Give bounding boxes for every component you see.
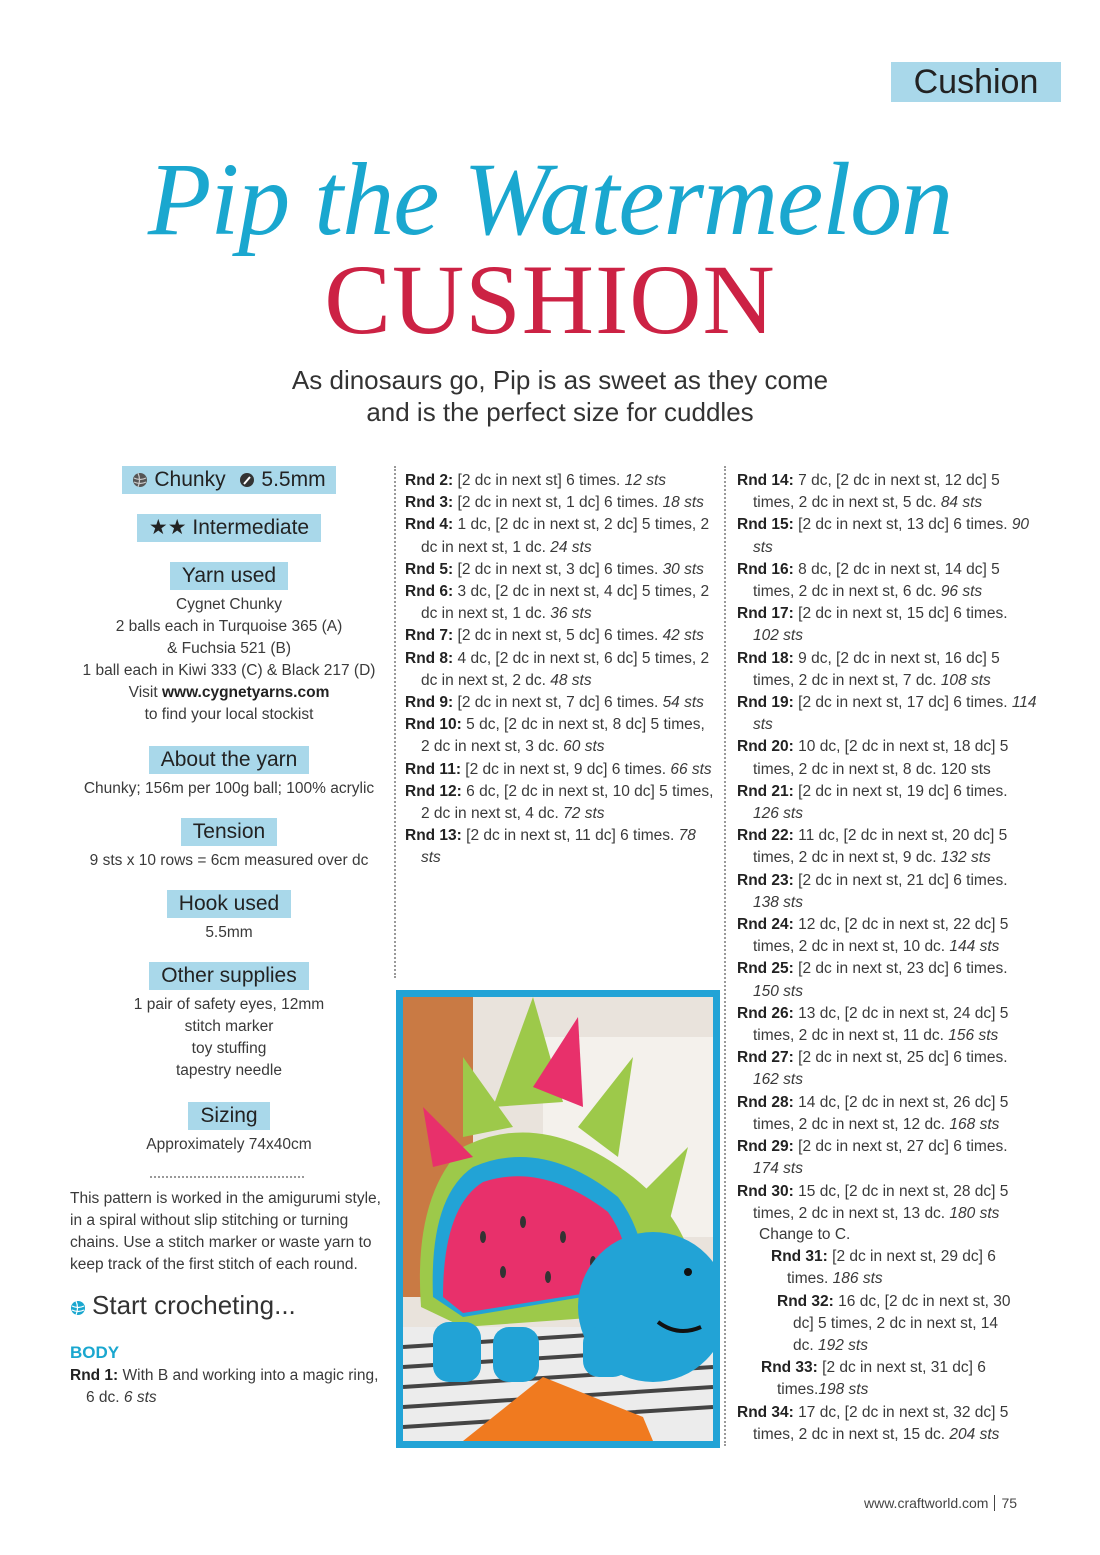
round-text: [2 dc in next st, 29 dc] 6 times. bbox=[787, 1248, 996, 1288]
round-text: 5 dc, [2 dc in next st, 8 dc] 5 times, 2 dc in next st, 3 dc. bbox=[421, 716, 705, 756]
hook-size: 5.5mm bbox=[261, 468, 326, 491]
pattern-round bbox=[405, 825, 717, 869]
divider bbox=[150, 1176, 304, 1178]
pattern-column-3-end bbox=[737, 1224, 1037, 1446]
pattern-round bbox=[405, 492, 717, 514]
pattern-round bbox=[737, 1003, 1037, 1047]
round-label: Rnd 5: bbox=[405, 560, 454, 578]
info-line: Cygnet Chunky bbox=[176, 596, 282, 613]
round-label: Rnd 19: bbox=[737, 694, 794, 712]
pattern-round bbox=[405, 514, 717, 558]
round-text: [2 dc in next st, 17 dc] 6 times. bbox=[793, 694, 1012, 712]
round-sts: 198 sts bbox=[818, 1381, 869, 1399]
round-label: Rnd 13: bbox=[405, 827, 462, 845]
pattern-round bbox=[737, 1136, 1037, 1180]
round-label: Rnd 24: bbox=[737, 916, 794, 934]
other-supplies-heading: Other supplies bbox=[149, 962, 308, 990]
round-sts: 144 sts bbox=[949, 938, 1000, 956]
round-text: 11 dc, [2 dc in next st, 20 dc] 5 times, 2 dc in next st, 9 dc. bbox=[753, 827, 1008, 867]
round-text: 6 dc, [2 dc in next st, 10 dc] 5 times, 2 dc in next st, 4 dc. bbox=[421, 782, 714, 823]
pattern-round bbox=[405, 714, 717, 758]
round-text: 9 dc, [2 dc in next st, 16 dc] 5 times, 2 dc in next st, 7 dc. bbox=[753, 649, 1000, 689]
round-label: Rnd 9: bbox=[405, 694, 454, 712]
round-sts: 138 sts bbox=[753, 893, 803, 911]
pattern-round bbox=[737, 870, 1037, 914]
round-sts: 12 sts bbox=[624, 472, 667, 489]
round-sts: 48 sts bbox=[550, 671, 592, 689]
round-text: [2 dc in next st, 7 dc] 6 times. bbox=[453, 694, 663, 712]
round-label: Rnd 15: bbox=[737, 516, 794, 534]
yarn-weight: Chunky bbox=[154, 468, 226, 491]
round-text: 1 dc, [2 dc in next st, 2 dc] 5 times, 2 dc in next st, 1 dc. bbox=[421, 516, 710, 556]
yarn-used-heading: Yarn used bbox=[170, 562, 288, 590]
change-note: Change to C. bbox=[759, 1226, 851, 1243]
round-sts: 156 sts bbox=[948, 1027, 999, 1045]
round-33 bbox=[761, 1357, 1017, 1401]
round-text: 12 dc, [2 dc in next st, 22 dc] 5 times, 2 dc in next st, 10 dc. bbox=[753, 916, 1009, 956]
pattern-round bbox=[737, 559, 1037, 603]
round-label: Rnd 21: bbox=[737, 782, 794, 800]
round-sts: 204 sts bbox=[949, 1425, 1000, 1443]
pattern-round bbox=[737, 692, 1037, 736]
round-sts: 96 sts bbox=[940, 583, 983, 601]
round-text: [2 dc in next st, 27 dc] 6 times. bbox=[793, 1138, 1008, 1156]
pattern-round bbox=[737, 736, 1037, 780]
round-sts: 132 sts bbox=[940, 849, 991, 867]
round-sts: 168 sts bbox=[949, 1115, 1000, 1133]
round-text: 8 dc, [2 dc in next st, 14 dc] 5 times, 2 dc in next st, 6 dc. bbox=[753, 560, 1000, 601]
round-sts: 54 sts bbox=[662, 694, 704, 712]
round-sts: 84 sts bbox=[940, 494, 983, 512]
round-label: Rnd 16: bbox=[737, 560, 794, 578]
round-text: [2 dc in next st, 3 dc] 6 times. bbox=[453, 560, 663, 578]
round-text: [2 dc in next st, 5 dc] 6 times. bbox=[453, 627, 663, 645]
round-text: With B and working into a magic ring, 6 dc. bbox=[86, 1367, 379, 1407]
pattern-round bbox=[737, 603, 1037, 647]
round-label: Rnd 31: bbox=[771, 1248, 828, 1266]
pattern-round bbox=[405, 470, 717, 492]
round-sts: 72 sts bbox=[563, 805, 605, 823]
standfirst-line: and is the perfect size for cuddles bbox=[366, 397, 754, 427]
sizing-heading: Sizing bbox=[188, 1102, 269, 1130]
pattern-round bbox=[737, 825, 1037, 869]
round-sts: 150 sts bbox=[753, 982, 803, 1000]
round-label: Rnd 6: bbox=[405, 583, 454, 601]
hook-used-heading: Hook used bbox=[167, 890, 291, 918]
round-text: 14 dc, [2 dc in next st, 26 dc] 5 times, 2 dc in next st, 12 dc. bbox=[753, 1093, 1009, 1133]
column-divider bbox=[724, 466, 726, 1446]
pattern-round bbox=[405, 559, 717, 581]
round-sts: 30 sts bbox=[662, 560, 704, 578]
round-text: [2 dc in next st, 11 dc] 6 times. bbox=[461, 827, 679, 845]
round-label: Rnd 30: bbox=[737, 1182, 794, 1200]
round-label: Rnd 29: bbox=[737, 1138, 794, 1156]
pattern-round bbox=[405, 692, 717, 714]
pattern-round bbox=[737, 470, 1037, 514]
column-divider bbox=[394, 466, 396, 978]
level-badge: ★★ Intermediate bbox=[137, 514, 321, 542]
pattern-round bbox=[405, 625, 717, 647]
round-sts: 162 sts bbox=[753, 1071, 803, 1089]
round-text: 17 dc, [2 dc in next st, 32 dc] 5 times, 2 dc in next st, 15 dc. bbox=[753, 1403, 1009, 1443]
round-label: Rnd 10: bbox=[405, 716, 462, 734]
round-label: Rnd 34: bbox=[737, 1403, 794, 1421]
round-34 bbox=[737, 1402, 1037, 1446]
round-text: [2 dc in next st] 6 times. bbox=[453, 472, 625, 489]
info-line: & Fuchsia 521 (B) bbox=[166, 640, 292, 657]
round-label: Rnd 7: bbox=[405, 627, 454, 645]
round-text: 16 dc, [2 dc in next st, 30 dc] 5 times, 2 dc in next st, 14 dc. bbox=[793, 1292, 1011, 1355]
pattern-round bbox=[405, 581, 717, 625]
info-line: 1 ball each in Kiwi 333 (C) & Black 217 (D) bbox=[82, 662, 376, 679]
round-text: 10 dc, [2 dc in next st, 18 dc] 5 times, 2 dc in next st, 8 dc. 120 sts bbox=[753, 738, 1009, 778]
round-31 bbox=[771, 1246, 1007, 1290]
standfirst bbox=[0, 364, 1100, 428]
pattern-round bbox=[405, 648, 717, 692]
info-line: to find your local stockist bbox=[144, 706, 314, 723]
footer-divider bbox=[994, 1495, 995, 1511]
info-line: 2 balls each in Turquoise 365 (A) bbox=[115, 618, 343, 635]
round-label: Rnd 33: bbox=[761, 1359, 818, 1377]
sidebar bbox=[70, 462, 388, 1409]
visit-text: Visit bbox=[128, 684, 162, 701]
round-text: [2 dc in next st, 23 dc] 6 times. bbox=[793, 960, 1008, 978]
round-sts: 108 sts bbox=[940, 671, 991, 689]
page-footer bbox=[864, 1495, 1017, 1511]
round-text: 15 dc, [2 dc in next st, 28 dc] 5 times, 2 dc in next st, 13 dc. bbox=[753, 1182, 1009, 1222]
round-text: [2 dc in next st, 13 dc] 6 times. bbox=[793, 516, 1012, 534]
pattern-round bbox=[737, 1181, 1037, 1225]
hook-icon bbox=[239, 472, 255, 488]
yarn-website-link[interactable]: www.cygnetyarns.com bbox=[161, 684, 330, 701]
round-text: [2 dc in next st, 25 dc] 6 times. bbox=[793, 1049, 1008, 1067]
round-label: Rnd 28: bbox=[737, 1093, 794, 1111]
pattern-round bbox=[737, 781, 1037, 825]
round-label: Rnd 26: bbox=[737, 1004, 794, 1022]
list-item: toy stuffing bbox=[191, 1040, 267, 1057]
hook-used-text: 5.5mm bbox=[205, 924, 253, 941]
tension-text: 9 sts x 10 rows = 6cm measured over dc bbox=[89, 852, 369, 869]
round-label: Rnd 11: bbox=[405, 760, 461, 778]
page-title: Pip the Watermelon bbox=[147, 142, 953, 257]
sizing-text: Approximately 74x40cm bbox=[146, 1136, 312, 1153]
pattern-round bbox=[405, 781, 717, 825]
round-sts: 114 sts bbox=[753, 694, 1037, 734]
info-line bbox=[70, 682, 388, 704]
round-label: Rnd 14: bbox=[737, 472, 794, 489]
round-text: [2 dc in next st, 9 dc] 6 times. bbox=[460, 760, 671, 778]
round-label: Rnd 2: bbox=[405, 472, 454, 489]
round-32 bbox=[777, 1291, 1023, 1358]
round-label: Rnd 1: bbox=[70, 1367, 119, 1384]
about-yarn-text: Chunky; 156m per 100g ball; 100% acrylic bbox=[83, 780, 375, 797]
round-label: Rnd 4: bbox=[405, 516, 454, 534]
start-label: Start crocheting... bbox=[92, 1290, 296, 1320]
round-label: Rnd 3: bbox=[405, 494, 454, 512]
pattern-round bbox=[737, 914, 1037, 958]
round-text: 4 dc, [2 dc in next st, 6 dc] 5 times, 2 dc in next st, 2 dc. bbox=[421, 649, 710, 689]
round-sts: 180 sts bbox=[949, 1204, 1000, 1222]
round-text: 7 dc, [2 dc in next st, 12 dc] 5 times, 2 dc in next st, 5 dc. bbox=[753, 472, 1000, 512]
round-label: Rnd 18: bbox=[737, 649, 794, 667]
round-text: 13 dc, [2 dc in next st, 24 dc] 5 times, 2 dc in next st, 11 dc. bbox=[753, 1004, 1009, 1045]
round-text: [2 dc in next st, 1 dc] 6 times. bbox=[453, 494, 663, 512]
pattern-round bbox=[737, 648, 1037, 692]
round-sts: 90 sts bbox=[753, 516, 1030, 556]
round-text: [2 dc in next st, 21 dc] 6 times. bbox=[793, 871, 1008, 889]
round-label: Rnd 22: bbox=[737, 827, 794, 845]
round-sts: 66 sts bbox=[670, 760, 712, 778]
pattern-column-2 bbox=[405, 470, 717, 870]
round-label: Rnd 8: bbox=[405, 649, 454, 667]
pattern-round bbox=[405, 759, 717, 781]
section-tag: Cushion bbox=[891, 62, 1061, 102]
footer-url[interactable]: www.craftworld.com bbox=[864, 1495, 989, 1511]
round-sts: 78 sts bbox=[421, 827, 696, 867]
round-sts: 102 sts bbox=[753, 627, 803, 645]
pattern-column-3 bbox=[737, 470, 1037, 1225]
start-heading bbox=[70, 1290, 388, 1321]
tension-heading: Tension bbox=[181, 818, 277, 846]
list-item: 1 pair of safety eyes, 12mm bbox=[133, 996, 325, 1013]
weight-hook-box bbox=[122, 466, 335, 494]
round-label: Rnd 32: bbox=[777, 1292, 834, 1310]
other-supplies-list bbox=[70, 994, 388, 1082]
round-label: Rnd 17: bbox=[737, 605, 794, 623]
round-sts: 18 sts bbox=[662, 494, 704, 512]
round-label: Rnd 20: bbox=[737, 738, 794, 756]
round-sts: 42 sts bbox=[662, 627, 704, 645]
list-item: stitch marker bbox=[184, 1018, 274, 1035]
cushion-illustration bbox=[403, 997, 713, 1441]
pattern-round bbox=[737, 1047, 1037, 1091]
round-sts: 126 sts bbox=[753, 805, 803, 823]
round-1 bbox=[70, 1365, 388, 1409]
round-text: 3 dc, [2 dc in next st, 4 dc] 5 times, 2 dc in next st, 1 dc. bbox=[421, 583, 710, 623]
round-sts: 24 sts bbox=[550, 538, 592, 556]
intro-text: This pattern is worked in the amigurumi style, in a spiral without slip stitching or turning chains. Use a stitch marker or waste yarn to keep track of the first stitch of each round. bbox=[70, 1190, 381, 1273]
round-sts: 6 sts bbox=[123, 1389, 157, 1407]
pattern-round bbox=[737, 958, 1037, 1002]
about-yarn-heading: About the yarn bbox=[149, 746, 310, 774]
round-sts: 186 sts bbox=[832, 1270, 883, 1288]
body-heading: BODY bbox=[70, 1343, 120, 1362]
round-label: Rnd 12: bbox=[405, 782, 462, 800]
round-sts: 174 sts bbox=[753, 1160, 803, 1178]
round-sts: 60 sts bbox=[563, 738, 605, 756]
cushion-photo bbox=[396, 990, 720, 1448]
round-text: [2 dc in next st, 19 dc] 6 times. bbox=[793, 782, 1008, 800]
round-label: Rnd 27: bbox=[737, 1049, 794, 1067]
round-text: [2 dc in next st, 15 dc] 6 times. bbox=[793, 605, 1008, 623]
page-number: 75 bbox=[1001, 1495, 1018, 1511]
list-item: tapestry needle bbox=[176, 1062, 282, 1079]
round-sts: 192 sts bbox=[817, 1337, 868, 1355]
yarn-ball-icon bbox=[70, 1300, 86, 1316]
round-sts: 36 sts bbox=[550, 605, 592, 623]
round-text: [2 dc in next st, 31 dc] 6 times. bbox=[777, 1359, 986, 1399]
pattern-round bbox=[737, 1092, 1037, 1136]
standfirst-line: As dinosaurs go, Pip is as sweet as they come bbox=[291, 365, 829, 395]
round-label: Rnd 25: bbox=[737, 960, 794, 978]
yarn-ball-icon bbox=[132, 472, 148, 488]
page-subtitle: CUSHION bbox=[324, 244, 776, 355]
round-label: Rnd 23: bbox=[737, 871, 794, 889]
pattern-round bbox=[737, 514, 1037, 558]
yarn-used-info bbox=[70, 594, 388, 726]
